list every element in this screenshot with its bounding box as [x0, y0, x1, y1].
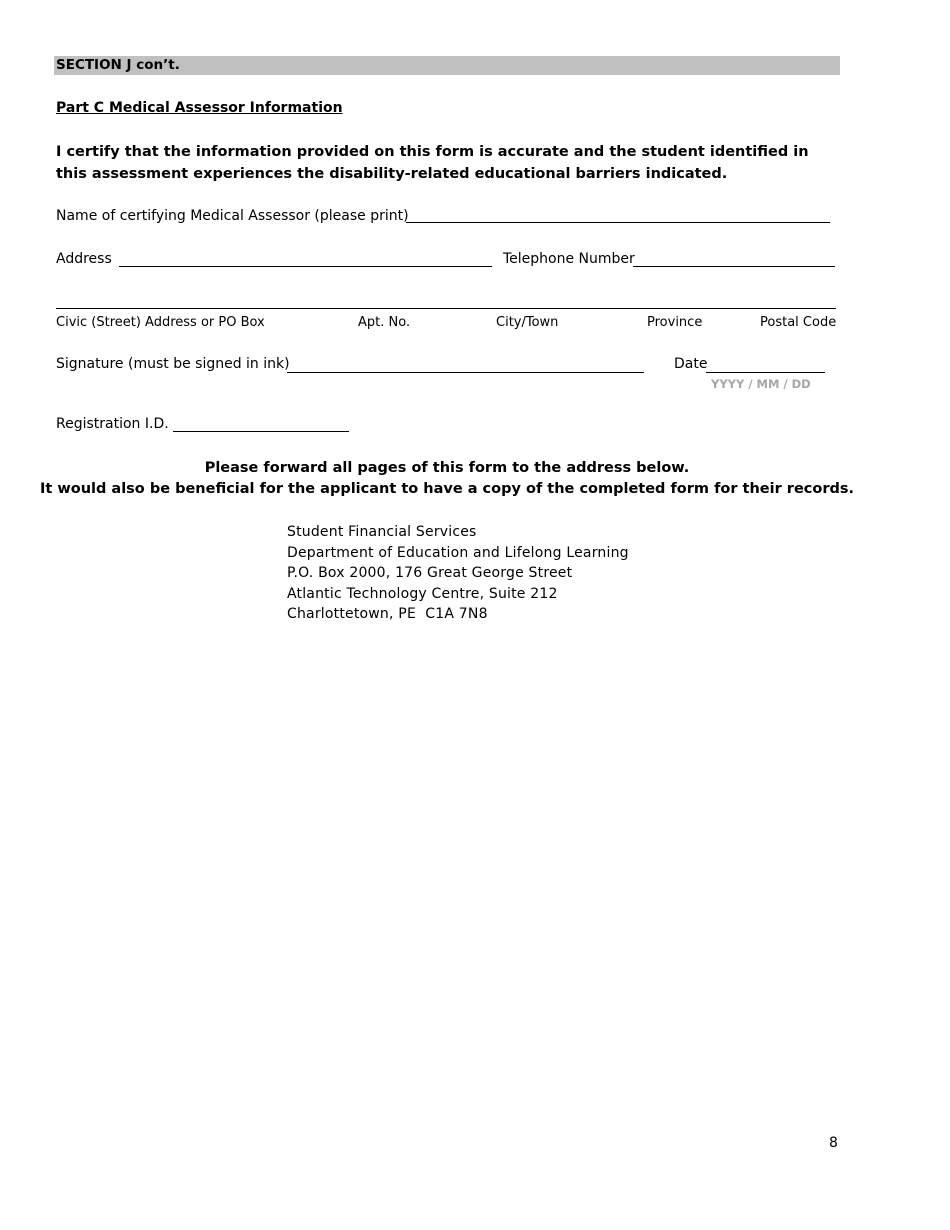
part-heading: Part C Medical Assessor Information [56, 100, 343, 116]
address-line: P.O. Box 2000, 176 Great George Street [287, 565, 573, 581]
apt-caption: Apt. No. [358, 315, 411, 330]
full-address-field[interactable] [56, 308, 836, 309]
address-field[interactable] [119, 266, 492, 267]
address-label: Address [56, 251, 112, 267]
signature-label: Signature (must be signed in ink) [56, 356, 290, 372]
date-field[interactable] [706, 372, 825, 373]
mailing-address [287, 522, 629, 625]
telephone-label: Telephone Number [503, 251, 635, 267]
assessor-name-field[interactable] [406, 222, 830, 223]
street-caption: Civic (Street) Address or PO Box [56, 315, 265, 330]
address-line: Department of Education and Lifelong Learning [287, 544, 629, 561]
city-caption: City/Town [496, 315, 559, 330]
registration-label: Registration I.D. [56, 416, 169, 432]
assessor-name-label: Name of certifying Medical Assessor (please print) [56, 208, 409, 224]
address-line: Student Financial Services [287, 524, 477, 540]
province-caption: Province [647, 315, 703, 330]
page-number: 8 [829, 1135, 838, 1151]
copy-instruction: It would also be beneficial for the applicant to have a copy of the completed form for their records. [39, 481, 855, 497]
signature-field[interactable] [287, 372, 644, 373]
address-line: Atlantic Technology Centre, Suite 212 [287, 585, 558, 602]
forward-instruction: Please forward all pages of this form to the address below. [204, 460, 690, 476]
certification-statement: I certify that the information provided on this form is accurate and the student identified in this assessment experiences the disability-related educational barriers indicated. [56, 144, 809, 182]
section-header: SECTION J con’t. [54, 56, 840, 75]
postal-caption: Postal Code [760, 315, 837, 330]
telephone-field[interactable] [633, 266, 835, 267]
date-label: Date [674, 356, 708, 372]
registration-field[interactable] [173, 431, 349, 432]
date-format-hint: YYYY / MM / DD [711, 377, 811, 391]
address-line: Charlottetown, PE C1A 7N8 [287, 606, 488, 622]
